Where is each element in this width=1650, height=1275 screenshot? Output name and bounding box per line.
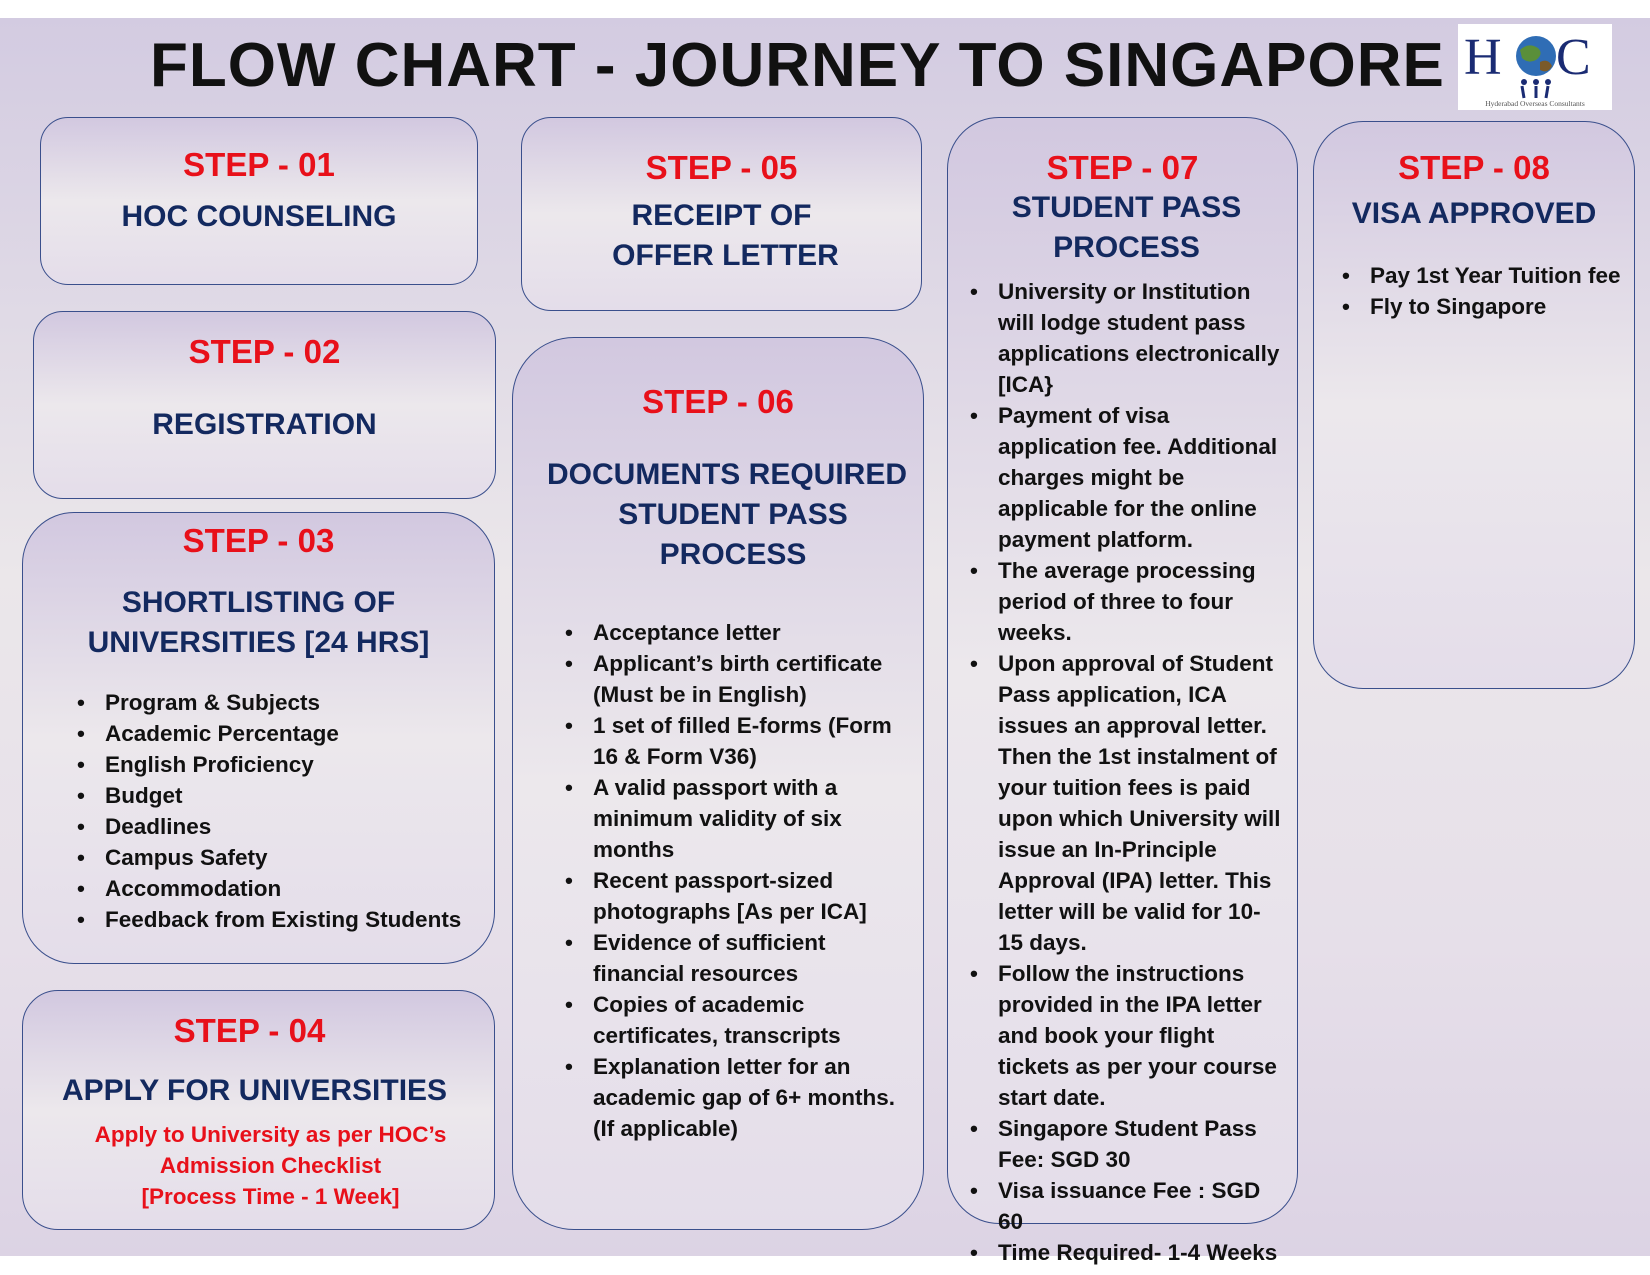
step-05-heading-line-2: OFFER LETTER — [612, 239, 839, 272]
step-03-box — [22, 512, 495, 964]
list-item: • Upon approval of Student Pass application, ICA issues an approval letter. Then the 1st instalment of your tuition fees is paid upon which University will issue an In-Principle Approval (IPA) letter. This letter will be valid for 10-15 days. — [968, 648, 1285, 958]
step-08-box — [1313, 121, 1635, 689]
list-item: • English Proficiency — [75, 749, 494, 780]
step-02-box — [33, 311, 496, 499]
step-04-heading: APPLY FOR UNIVERSITIES — [61, 1074, 448, 1107]
list-item: • Evidence of sufficient financial resources — [563, 927, 897, 989]
list-item: • University or Institution will lodge student pass applications electronically [ICA} — [968, 276, 1285, 400]
step-07-heading-line-1: STUDENT PASS — [1011, 191, 1242, 224]
list-item: • Budget — [75, 780, 494, 811]
step-03-label: STEP - 03 — [182, 522, 335, 559]
step-07-label: STEP - 07 — [1046, 149, 1199, 186]
step-06-box — [512, 337, 924, 1230]
page-title: FLOW CHART - JOURNEY TO SINGAPORE — [150, 31, 1445, 100]
list-item: • Campus Safety — [75, 842, 494, 873]
step-03-heading-line-1: SHORTLISTING OF — [121, 586, 396, 619]
step-08-heading: VISA APPROVED — [1351, 197, 1597, 230]
svg-text:Hyderabad Overseas Consultants: Hyderabad Overseas Consultants — [1485, 99, 1585, 108]
step-05-box — [521, 117, 922, 311]
list-item: • Time Required- 1-4 Weeks — [968, 1237, 1285, 1268]
svg-text:H: H — [1464, 29, 1502, 86]
list-item: • A valid passport with a minimum validity of six months — [563, 772, 897, 865]
list-item: • Program & Subjects — [75, 687, 494, 718]
step-05-heading-line-1: RECEIPT OF — [631, 199, 812, 232]
step-06-label: STEP - 06 — [642, 383, 794, 420]
list-item: • Applicant’s birth certificate (Must be in English) — [563, 648, 897, 710]
step-08-label: STEP - 08 — [1398, 149, 1550, 186]
step-04-box — [22, 990, 495, 1230]
step-01-heading: HOC COUNSELING — [121, 200, 397, 233]
list-item: • Pay 1st Year Tuition fee — [1340, 260, 1630, 291]
step-02-label: STEP - 02 — [188, 333, 341, 370]
list-item: • Copies of academic certificates, transcripts — [563, 989, 897, 1051]
step-01-box — [40, 117, 478, 285]
step-04-note-line-1: Apply to University as per HOC’s — [94, 1122, 447, 1147]
step-04-label: STEP - 04 — [173, 1012, 326, 1049]
list-item: • Singapore Student Pass Fee: SGD 30 — [968, 1113, 1285, 1175]
step-07-list — [968, 276, 1285, 1268]
step-01-label: STEP - 01 — [183, 146, 335, 183]
list-item: • Visa issuance Fee : SGD 60 — [968, 1175, 1285, 1237]
hoc-logo — [1458, 24, 1612, 110]
svg-text:C: C — [1556, 29, 1591, 86]
step-03-heading-line-2: UNIVERSITIES [24 HRS] — [87, 626, 430, 659]
step-06-heading-line-2: STUDENT PASS PROCESS — [618, 498, 848, 571]
step-07-heading-line-2: PROCESS — [1053, 231, 1200, 264]
list-item: • Feedback from Existing Students — [75, 904, 494, 935]
step-04-note-line-2: Admission Checklist — [159, 1153, 382, 1178]
list-item: • Fly to Singapore — [1340, 291, 1630, 322]
list-item: • 1 set of filled E-forms (Form 16 & Form V36) — [563, 710, 897, 772]
list-item: • Explanation letter for an academic gap of 6+ months. (If applicable) — [563, 1051, 897, 1144]
step-04-note-line-3: [Process Time - 1 Week] — [141, 1184, 400, 1209]
step-02-heading: REGISTRATION — [152, 408, 377, 441]
step-03-list — [75, 687, 494, 935]
list-item: • Recent passport-sized photographs [As per ICA] — [563, 865, 897, 927]
list-item: • Follow the instructions provided in the IPA letter and book your flight tickets as per your course start date. — [968, 958, 1285, 1113]
step-05-label: STEP - 05 — [645, 149, 798, 186]
list-item: • Accommodation — [75, 873, 494, 904]
step-07-box — [947, 117, 1298, 1265]
step-08-list — [1340, 260, 1630, 322]
step-06-heading-line-1: DOCUMENTS REQUIRED — [546, 458, 907, 491]
list-item: • Payment of visa application fee. Additional charges might be applicable for the online payment platform. — [968, 400, 1285, 555]
list-item: • The average processing period of three to four weeks. — [968, 555, 1285, 648]
step-06-list — [563, 617, 897, 1144]
list-item: • Academic Percentage — [75, 718, 494, 749]
list-item: • Deadlines — [75, 811, 494, 842]
list-item: • Acceptance letter — [563, 617, 897, 648]
